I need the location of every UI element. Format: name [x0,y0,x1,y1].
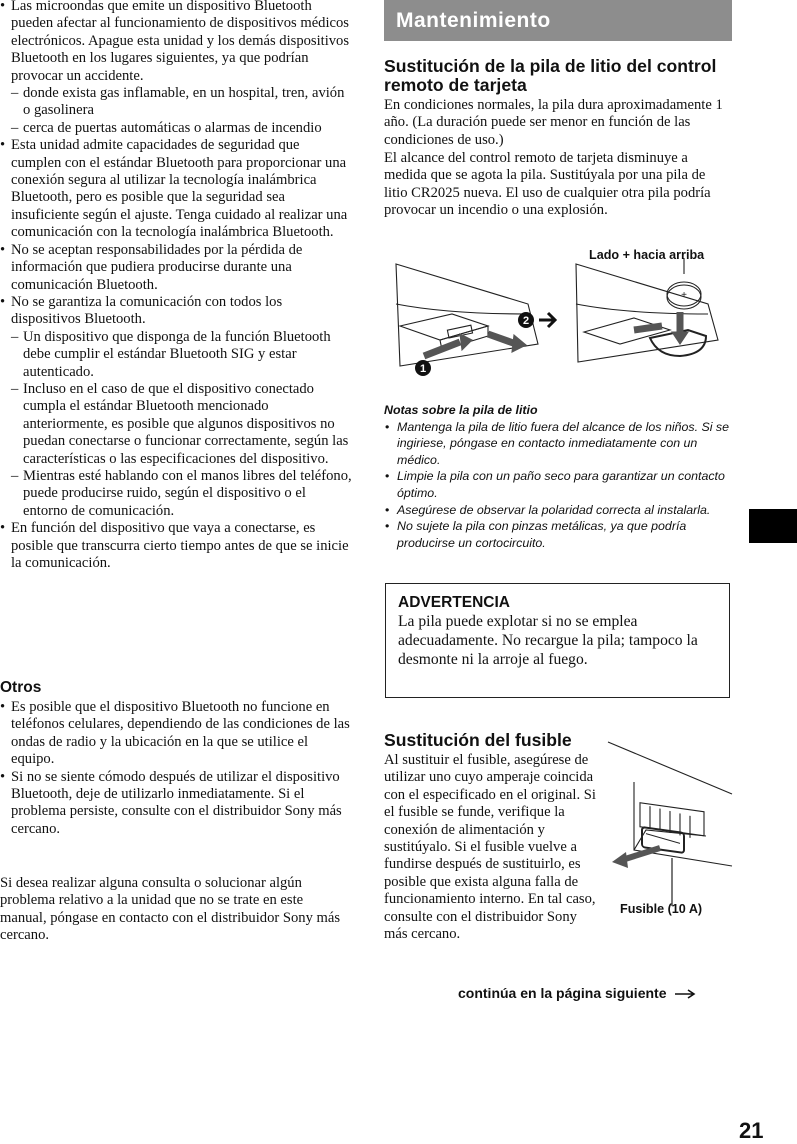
bullet-text: No se aceptan responsabilidades por la pérdida de información que pudiera producirse durante una comunicación Bluetooth. [11,241,303,293]
arrow-right-icon [539,313,555,327]
list-item: • Es posible que el dispositivo Bluetooth no funcione en teléfonos celulares, dependiendo de las condiciones de las ondas de radio y la ubicación en la que se utilice el equipo. [0,699,352,769]
sub-list [11,329,352,520]
sub-list [11,85,352,137]
section-banner: Mantenimiento [384,0,732,41]
battery-paragraph-1: En condiciones normales, la pila dura aproximadamente 1 año. (La duración puede ser menor en función de las condiciones de uso.) [384,97,723,148]
section-tab-marker [749,509,797,543]
step-1-marker [415,360,431,376]
note-item: • Mantenga la pila de litio fuera del alcance de los niños. Si se ingiriese, póngase en contacto inmediatamente con un médico. [384,419,734,469]
fuse-heading: Sustitución del fusible [384,730,572,750]
sub-item: – Un dispositivo que disponga de la función Bluetooth debe cumplir el estándar Bluetooth SIG y estar autenticado. [11,329,352,381]
bluetooth-precautions-list [0,0,352,572]
continue-notice [458,985,696,1001]
notes-title: Notas sobre la pila de litio [384,403,538,417]
bullet-text: Las microondas que emite un dispositivo Bluetooth pueden afectar al funcionamiento de dispositivos médicos electrónicos. Apague esta unidad y los demás dispositivos Bluetooth en los lugares siguientes, ya que podrían provocar un accidente. [11,0,350,84]
list-item: • Si no se siente cómodo después de utilizar el dispositivo Bluetooth, deje de utilizarlo inmediatamente. Si el problema persiste, consulte con el distribuidor Sony más cercano. [0,769,352,839]
sub-item: – cerca de puertas automáticas o alarmas de incendio [11,120,352,137]
bullet-text: Esta unidad admite capacidades de seguridad que cumplen con el estándar Bluetooth para proporcionar una conexión segura al utilizar la tecnología inalámbrica Bluetooth, pero es posible que la seguridad sea insuficiente según el ajuste. Tenga cuidado al realizar una comunicación con la tecnología inalámbrica Bluetooth. [11,137,348,241]
pull-arrow-icon [612,848,660,868]
list-item [0,137,352,241]
sub-item: – Incluso en el caso de que el dispositivo conectado cumpla el estándar Bluetooth mencionado anteriormente, es posible que algunos dispositivos no puedan conectarse o funcionar correctamente, según las características o las especificaciones del dispositivo. [11,381,352,468]
sub-item: – Mientras esté hablando con el manos libres del teléfono, puede producirse ruido, según el dispositivo o el entorno de comunicación. [11,468,352,520]
bullet-text: No se garantiza la comunicación con todos los dispositivos Bluetooth. [11,293,283,328]
notes-list [384,419,734,552]
continue-text: continúa en la página siguiente [458,985,667,1001]
list-item [0,0,352,137]
otros-heading: Otros [0,679,42,696]
note-item: • Asegúrese de observar la polaridad correcta al instalarla. [384,502,734,519]
arrow-right-icon [674,989,696,999]
remote-body-right [576,264,718,362]
page-number: 21 [739,1118,764,1143]
battery-replacement-illustration [388,244,733,384]
bullet-text: En función del dispositivo que vaya a conectarse, es posible que transcurra cierto tiempo antes de que se inicie la comunicación. [11,520,349,571]
svg-text:1: 1 [419,363,427,375]
battery-paragraph-2: El alcance del control remoto de tarjeta disminuye a medida que se agota la pila. Sustitúyala por una pila de litio CR2025 nueva. El uso de cualquier otra pila podría provocar un incendio o una explosión. [384,150,711,219]
step-2-marker [518,312,534,328]
svg-text:+: + [681,290,687,301]
battery-heading: Sustitución de la pila de litio del control remoto de tarjeta [384,56,717,95]
svg-text:2: 2 [522,315,530,327]
warning-box [385,583,730,698]
list-item [0,520,352,572]
fuse-label: Fusible (10 A) [620,902,703,916]
list-item [0,294,352,520]
closing-paragraph: Si desea realizar alguna consulta o solucionar algún problema relativo a la unidad que no se trate en este manual, póngase en contacto con el distribuidor Sony más cercano. [0,875,341,944]
note-item: • Limpie la pila con un paño seco para garantizar un contacto óptimo. [384,468,734,501]
battery-notes [384,402,734,551]
fuse-paragraph: Al sustituir el fusible, asegúrese de utilizar uno cuyo amperaje coincida con el especificado en el original. Si el fusible se funde, verifique la conexión de alimentación y sustitúyalo. Si el fusible vuelve a fundirse después de sustituirlo, es posible que exista alguna falla de funcionamiento interno. En tal caso, consulte con el distribuidor Sony más cercano. [384,752,596,943]
sub-item: – donde exista gas inflamable, en un hospital, tren, avión o gasolinera [11,85,352,120]
warning-title: ADVERTENCIA [398,594,510,611]
list-item [0,242,352,294]
warning-text: La pila puede explotar si no se emplea adecuadamente. No recargue la pila; tampoco la desmonte ni la arroje al fuego. [398,613,698,668]
otros-list [0,699,352,838]
battery-figure-label: Lado + hacia arriba [589,248,705,262]
note-item: • No sujete la pila con pinzas metálicas, ya que podría producirse un cortocircuito. [384,518,734,551]
fuse-illustration [606,738,734,923]
remote-body-left [396,264,538,366]
